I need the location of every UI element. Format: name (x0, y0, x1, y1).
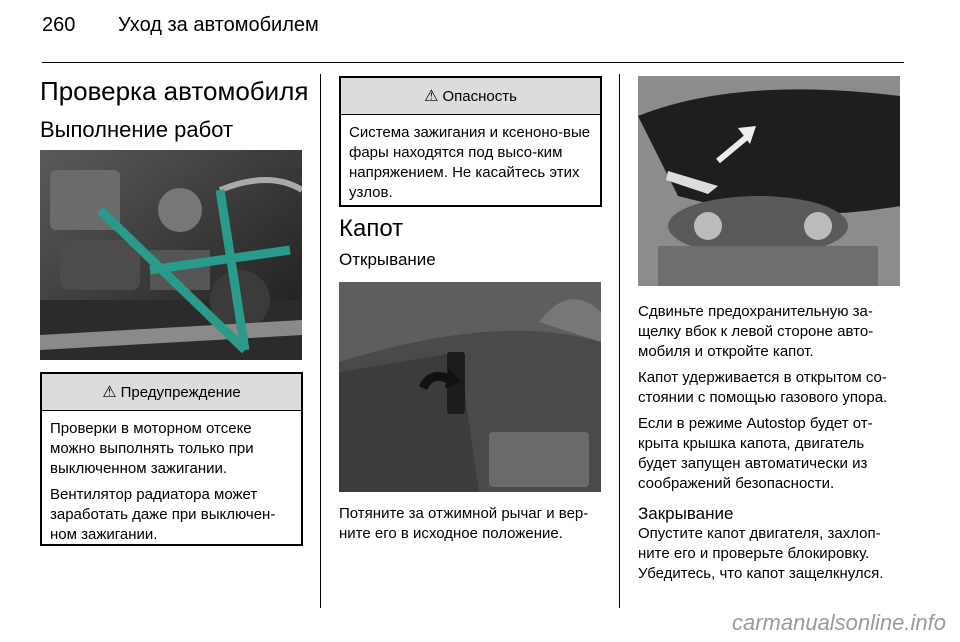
warning-box-header (42, 374, 301, 411)
warning-box (40, 372, 303, 546)
watermark: carmanualsonline.info (731, 610, 946, 635)
engine-bay-illustration (40, 150, 302, 360)
hood-release-lever-illustration (339, 282, 601, 492)
chapter-title: Уход за автомобилем (118, 14, 319, 36)
body-text: Капот удерживается в открытом со-стоянии с помощью газового упора. (638, 369, 888, 406)
closing-text: Опустите капот двигателя, захлоп-ните его и проверьте блокировку. Убедитесь, что капот защелкнулся. (638, 525, 884, 582)
danger-box-header (341, 78, 600, 115)
body-text: Если в режиме Autostop будет от-крыта крышка капота, двигатель будет запущен автоматически из соображений безопасности. (638, 415, 873, 492)
hood-latch-illustration (638, 76, 900, 286)
warning-text: Вентилятор радиатора может заработать даже при выключен-ном зажигании. (50, 486, 276, 543)
warning-triangle-icon: ⚠ (424, 88, 439, 105)
opening-title: Открывание (339, 250, 436, 269)
closing-title: Закрывание (638, 504, 734, 523)
subsection-title: Выполнение работ (40, 117, 234, 142)
column-divider-left (320, 74, 321, 608)
warning-triangle-icon: ⚠ (102, 384, 117, 401)
danger-box (339, 76, 602, 207)
hood-title: Капот (339, 215, 404, 242)
header-divider (42, 62, 904, 63)
danger-heading: Опасность (442, 87, 517, 105)
section-title: Проверка автомобиля (40, 76, 309, 106)
lever-caption: Потяните за отжимной рычаг и вер-ните его в исходное положение. (339, 505, 589, 542)
danger-text: Система зажигания и ксеноно-вые фары находятся под высо-ким напряжением. Не касайтесь этих узлов. (349, 124, 591, 201)
page-number: 260 (42, 14, 76, 36)
warning-text: Проверки в моторном отсеке можно выполнять только при выключенном зажигании. (50, 420, 254, 477)
warning-heading: Предупреждение (120, 383, 241, 401)
column-divider-right (619, 74, 620, 608)
body-text: Сдвиньте предохранительную за-щелку вбок к левой стороне авто-мобиля и откройте капот. (638, 303, 874, 360)
